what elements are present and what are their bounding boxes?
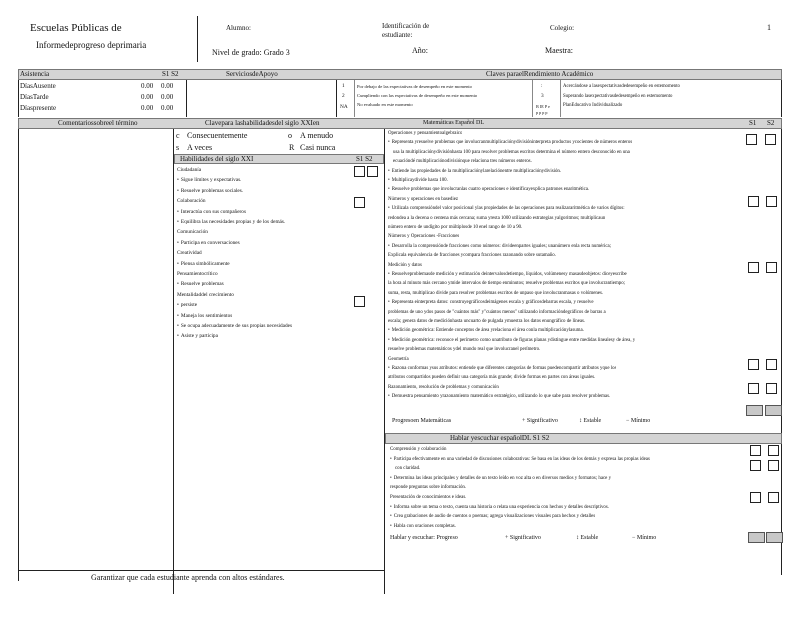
footer-top-line — [18, 570, 384, 571]
math-s2-box[interactable] — [766, 359, 777, 370]
math-progress-s1-box[interactable] — [746, 405, 763, 416]
math-s1-box[interactable] — [748, 196, 759, 207]
attendance-row-label: Díaspresente — [20, 104, 57, 112]
attendance-row-s2: 0.00 — [161, 82, 174, 90]
skills-title: Habilidades del siglo XXI — [180, 155, 254, 163]
speak-s2-box[interactable] — [768, 492, 779, 503]
key-desc: No evaluado en este momento — [357, 102, 413, 107]
standard-heading: Creatividad — [177, 250, 202, 257]
math-s2-box[interactable] — [766, 262, 777, 273]
standard-item: • Maneja los sentimientos — [177, 313, 232, 320]
standard-heading: responde preguntas sobre información. — [390, 485, 467, 491]
standard-item: • Demuestra pensamiento yrazonamiento matemático estratégico, utilizando lo que sabe para resolver problemas. — [388, 393, 610, 400]
key-desc: Superando lasexpectativasdedesempeño en estemomento — [563, 94, 673, 99]
attendance-row-s1: 0.00 — [141, 93, 154, 101]
standard-heading: redondea a la decena o centena más cercana; suma yresta 1000 utilizando estrategias yalgoritmos; multiplicaun — [388, 215, 606, 221]
standard-item: • Habla con oraciones completas. — [390, 523, 456, 530]
standard-heading: la hora al minuto más cercano ymide intervalos de tiempo enminutos; resuelve problemas escritos que involucrantiempo; — [388, 281, 625, 287]
standard-item: • Sigue límites y expectativas. — [177, 177, 241, 184]
standard-heading: Comunicación — [177, 229, 208, 236]
speak-progress-option: ↕ Estable — [576, 535, 599, 541]
key-code: 3 — [541, 93, 544, 99]
skill-growth-box[interactable] — [354, 296, 365, 307]
key-desc: Cumpliendo con las expectativas de desempeño en este momento — [357, 93, 478, 98]
standard-item: • Medición geométrica: Entiende conceptos de área yrelaciona el área conla multiplicaciónylasuma. — [388, 327, 584, 334]
key-desc: PlanEducativo Individualizado — [563, 103, 623, 108]
speak-s1-box[interactable] — [750, 445, 761, 456]
school-name: Escuelas Públicas de — [30, 22, 122, 34]
skills-key-label: Consecuentemente — [187, 131, 248, 140]
skills-key-label: A veces — [187, 143, 213, 152]
math-s1: S1 — [749, 119, 757, 127]
standard-item: • Medición geométrica: reconoce el perímetro como unatributo de figuras planas ydistingue entre medidas linealesy de área, y — [388, 337, 635, 344]
comments-divider — [173, 129, 174, 594]
key-desc: Acercándose a lasexpectativasdedesempeño en estemomento — [563, 84, 680, 89]
student-id-label-1: Identificación de — [382, 22, 430, 30]
skills-key-code: o — [288, 131, 292, 140]
standard-heading: Explicala equivalencia de fracciones ycompara fracciones razonando sobre sutamaño. — [388, 253, 556, 259]
standard-heading: Colaboración — [177, 198, 206, 205]
speak-progress-s2-box[interactable] — [766, 532, 783, 543]
key-code-small: p p p p — [536, 110, 548, 115]
skill-collaboration-box[interactable] — [354, 197, 365, 208]
math-s2-box[interactable] — [766, 383, 777, 394]
math-progress-option: + Significativo — [522, 418, 558, 424]
speak-s1-box[interactable] — [750, 492, 761, 503]
skills-key-title: Clavepara lashabilidadesdel siglo XXIen — [205, 119, 320, 127]
speak-s2-box[interactable] — [768, 460, 779, 471]
standard-item: • Representa yresuelve problemas que involucranmultiplicaciónydivisióninterpreta productos ycocientes de números enteros — [388, 139, 632, 146]
attendance-s1s2: S1 S2 — [162, 70, 179, 78]
page-number: 1 — [767, 23, 771, 32]
attendance-row-label: DíasAusente — [20, 82, 56, 90]
standard-item: • Participa en conversaciones — [177, 240, 240, 247]
attendance-row-s1: 0.00 — [141, 104, 154, 112]
speak-title: Hablar yescuchar españolDL S1 S2 — [450, 434, 550, 442]
standard-heading: Mentalidaddel crecimiento — [177, 291, 234, 298]
grade-level: Nivel de grado: Grado 3 — [212, 48, 290, 57]
attendance-title: Asistencia — [20, 70, 50, 78]
standard-heading: ecuacióndé multiplicaciónodivisiónque relaciona tres números enteros. — [393, 159, 532, 165]
standard-heading: resuelve problemas matemáticos ydel mundo real que involucranel perímetro. — [388, 347, 541, 353]
attendance-row-s2: 0.00 — [161, 104, 174, 112]
standard-heading: con claridad. — [395, 466, 421, 472]
standard-item: • Utilizala comprensióndel valor posicional ylas propiedades de las operaciones para realizararitmética de varios dígitos: — [388, 205, 625, 212]
key-code: 1 — [342, 83, 345, 89]
speak-progress-option: + Significativo — [505, 535, 541, 541]
student-label: Alumno: — [226, 24, 251, 32]
math-s1-box[interactable] — [748, 262, 759, 273]
report-title: Informedeprogreso deprimaria — [36, 40, 147, 50]
standard-item: • Participa efectivamente en una variedad de discusiones colaborativas: Se basa en las ideas de los demás y expresa las propias ideas — [390, 456, 650, 463]
math-title: Matemáticas Español DL — [423, 120, 484, 126]
standard-heading: suma, resta, multiplicao divide para resolver problemas escritos de unpaso que involucranmasas o volúmenes. — [388, 290, 604, 296]
services-title: ServiciosdeApoyo — [226, 70, 278, 78]
key-desc: Por debajo de las expectativas de desempeño en este momento — [357, 84, 472, 89]
frame-right — [781, 129, 782, 575]
frame-left — [18, 129, 19, 581]
standard-heading: Razonamiento, resolución de problemas y comunicación — [388, 384, 499, 390]
speak-bar — [385, 433, 782, 444]
standard-heading: usa la multiplicaciónydivisiónhasta 100 para resolver problemas escritos determina el número entero desconocido en una — [393, 149, 630, 155]
skills-key-label: A menudo — [300, 131, 334, 140]
skill-citizenship-s2-box[interactable] — [367, 166, 378, 177]
top-section-bar — [18, 69, 782, 80]
standard-item: • Se ocupa adecuadamente de sus propias necesidades — [177, 323, 292, 330]
comments-title: Comentariossobreel término — [58, 119, 138, 127]
standard-item: • Representa einterpreta datos: construyegráficosdeimágenes escala y gráficosdebarras escala, y resuelve — [388, 299, 594, 306]
year-label: Año: — [412, 46, 428, 55]
teacher-label: Maestra: — [545, 46, 573, 55]
math-s1-box[interactable] — [746, 134, 757, 145]
standard-item: • Resuelve problemas — [177, 281, 224, 288]
speak-progress-s1-box[interactable] — [748, 532, 765, 543]
math-s2: S2 — [767, 119, 775, 127]
skills-key-code: c — [176, 131, 180, 140]
standard-heading: Números y Operaciones -Fracciones — [388, 234, 460, 240]
standard-heading: Números y operaciones en basediez — [388, 196, 459, 202]
standard-item: • Determina las ideas principales y detalles de un texto leído en voz alta o en diversos medios y formatos; hace y — [390, 475, 611, 482]
header-divider — [197, 16, 198, 62]
key-code: 2 — [342, 93, 345, 99]
standard-item: • Piensa simbólicamente — [177, 261, 230, 268]
standard-item: • Desarrolla la comprensiónde fracciones como números: divideenpartes iguales; unanúmero enla recta numérica; — [388, 243, 611, 250]
standard-item: • Entiende las propiedades de la multiplicaciónylarelaciónentre multiplicaciónydivisión. — [388, 168, 561, 175]
footer-slogan: Garantizar que cada estudiante aprenda con altos estándares. — [91, 573, 285, 582]
standard-heading: Geometría — [388, 356, 409, 362]
key-code: : — [541, 83, 543, 89]
key-code: NA — [340, 104, 348, 110]
math-progress-option: ↕ Estable — [579, 418, 602, 424]
standard-item: • Multiplicaydivide hasta 100. — [388, 177, 448, 184]
skill-citizenship-s1-box[interactable] — [354, 166, 365, 177]
standard-item: • Asiste y participa — [177, 333, 218, 340]
standard-heading: Presentación de conocimientos e ideas. — [390, 495, 467, 500]
math-s2-box[interactable] — [766, 196, 777, 207]
standard-heading: Ciudadanía — [177, 167, 202, 173]
math-progress-s2-box[interactable] — [765, 405, 782, 416]
standard-item: • persiste — [177, 302, 197, 309]
standard-item: • Crea grabaciones de audio de cuentos o poemas; agrega visualizaciones visuales para hechos y detalles — [390, 513, 595, 520]
skills-key-label: Casi nunca — [300, 143, 336, 152]
standard-heading: escala; genera datos de mediciónhasta uncuarto de pulgada ymuestra los datos enungráfico de líneas. — [388, 319, 586, 324]
standard-heading: Operaciones y pensamientoalgebraico — [388, 131, 463, 136]
standard-heading: Pensamientocrítico — [177, 271, 218, 277]
standard-heading: Comprensión y colaboración — [390, 447, 447, 452]
keys-title: Claves paraelRendimiento Académico — [486, 70, 594, 78]
standard-item: • Resuelve problemas sociales. — [177, 188, 243, 195]
attendance-row-s2: 0.00 — [161, 93, 174, 101]
math-s1-box[interactable] — [748, 383, 759, 394]
math-progress-label: Progresoen Matemáticas — [392, 418, 452, 424]
standard-item: • Resuelveproblemasde medición y estimación deintervalosdetiempo, líquidos, volúmenesy masasdeobjetos: diceyescribe — [388, 271, 627, 278]
speak-progress-option: − Mínimo — [632, 535, 657, 541]
speak-s2-box[interactable] — [768, 445, 779, 456]
speak-s1-box[interactable] — [750, 460, 761, 471]
math-progress-option: − Mínimo — [626, 418, 651, 424]
standard-heading: atributos compartidos pueden definir una categoría más grande; divide formas en partes con áreas iguales. — [388, 375, 596, 381]
attendance-row-s1: 0.00 — [141, 82, 154, 90]
standard-item: • Razona conformas ysus atributos: entiende que diferentes categorías de formas puedencompartir atributos yque los — [388, 365, 616, 372]
standard-heading: problemas de uno ydos pasos de "cuántos más" y"cuántos menos" utilizando informacióndegráficos de barras a — [388, 309, 606, 315]
skills-s1s2: S1 S2 — [356, 155, 373, 163]
speak-progress-label: Hablar y escuchar: Progreso — [390, 535, 458, 541]
skills-divider — [384, 129, 385, 594]
attendance-row-label: DíasTarde — [20, 93, 49, 101]
standard-heading: número entero de undígito por múltiplosde 10 enel rango de 10 a 90. — [388, 225, 523, 230]
math-s1-box[interactable] — [748, 359, 759, 370]
standard-heading: Medición y datos — [388, 262, 422, 268]
skills-key-code: s — [176, 143, 180, 152]
student-id-label-2: estudiante: — [382, 31, 413, 39]
attendance-divider — [186, 80, 187, 117]
standard-item: • Informa sobre un tema o texto, cuenta una historia o relata una experiencia con hechos y detalles descriptivos. — [390, 504, 609, 511]
standard-item: • Equilibra las necesidades propias y de los demás. — [177, 219, 285, 226]
school-label: Colegio: — [550, 24, 575, 32]
key-code-small: B IE P e — [536, 104, 550, 109]
standard-item: • Interactúa con sus compañeros — [177, 209, 246, 216]
skills-key-code: R — [289, 143, 295, 152]
standard-item: • Resuelve problemas que involucranlas cuatro operaciones e identificayexplica patrones enaritmética. — [388, 186, 589, 193]
services-divider — [336, 80, 337, 117]
math-s2-box[interactable] — [765, 134, 776, 145]
